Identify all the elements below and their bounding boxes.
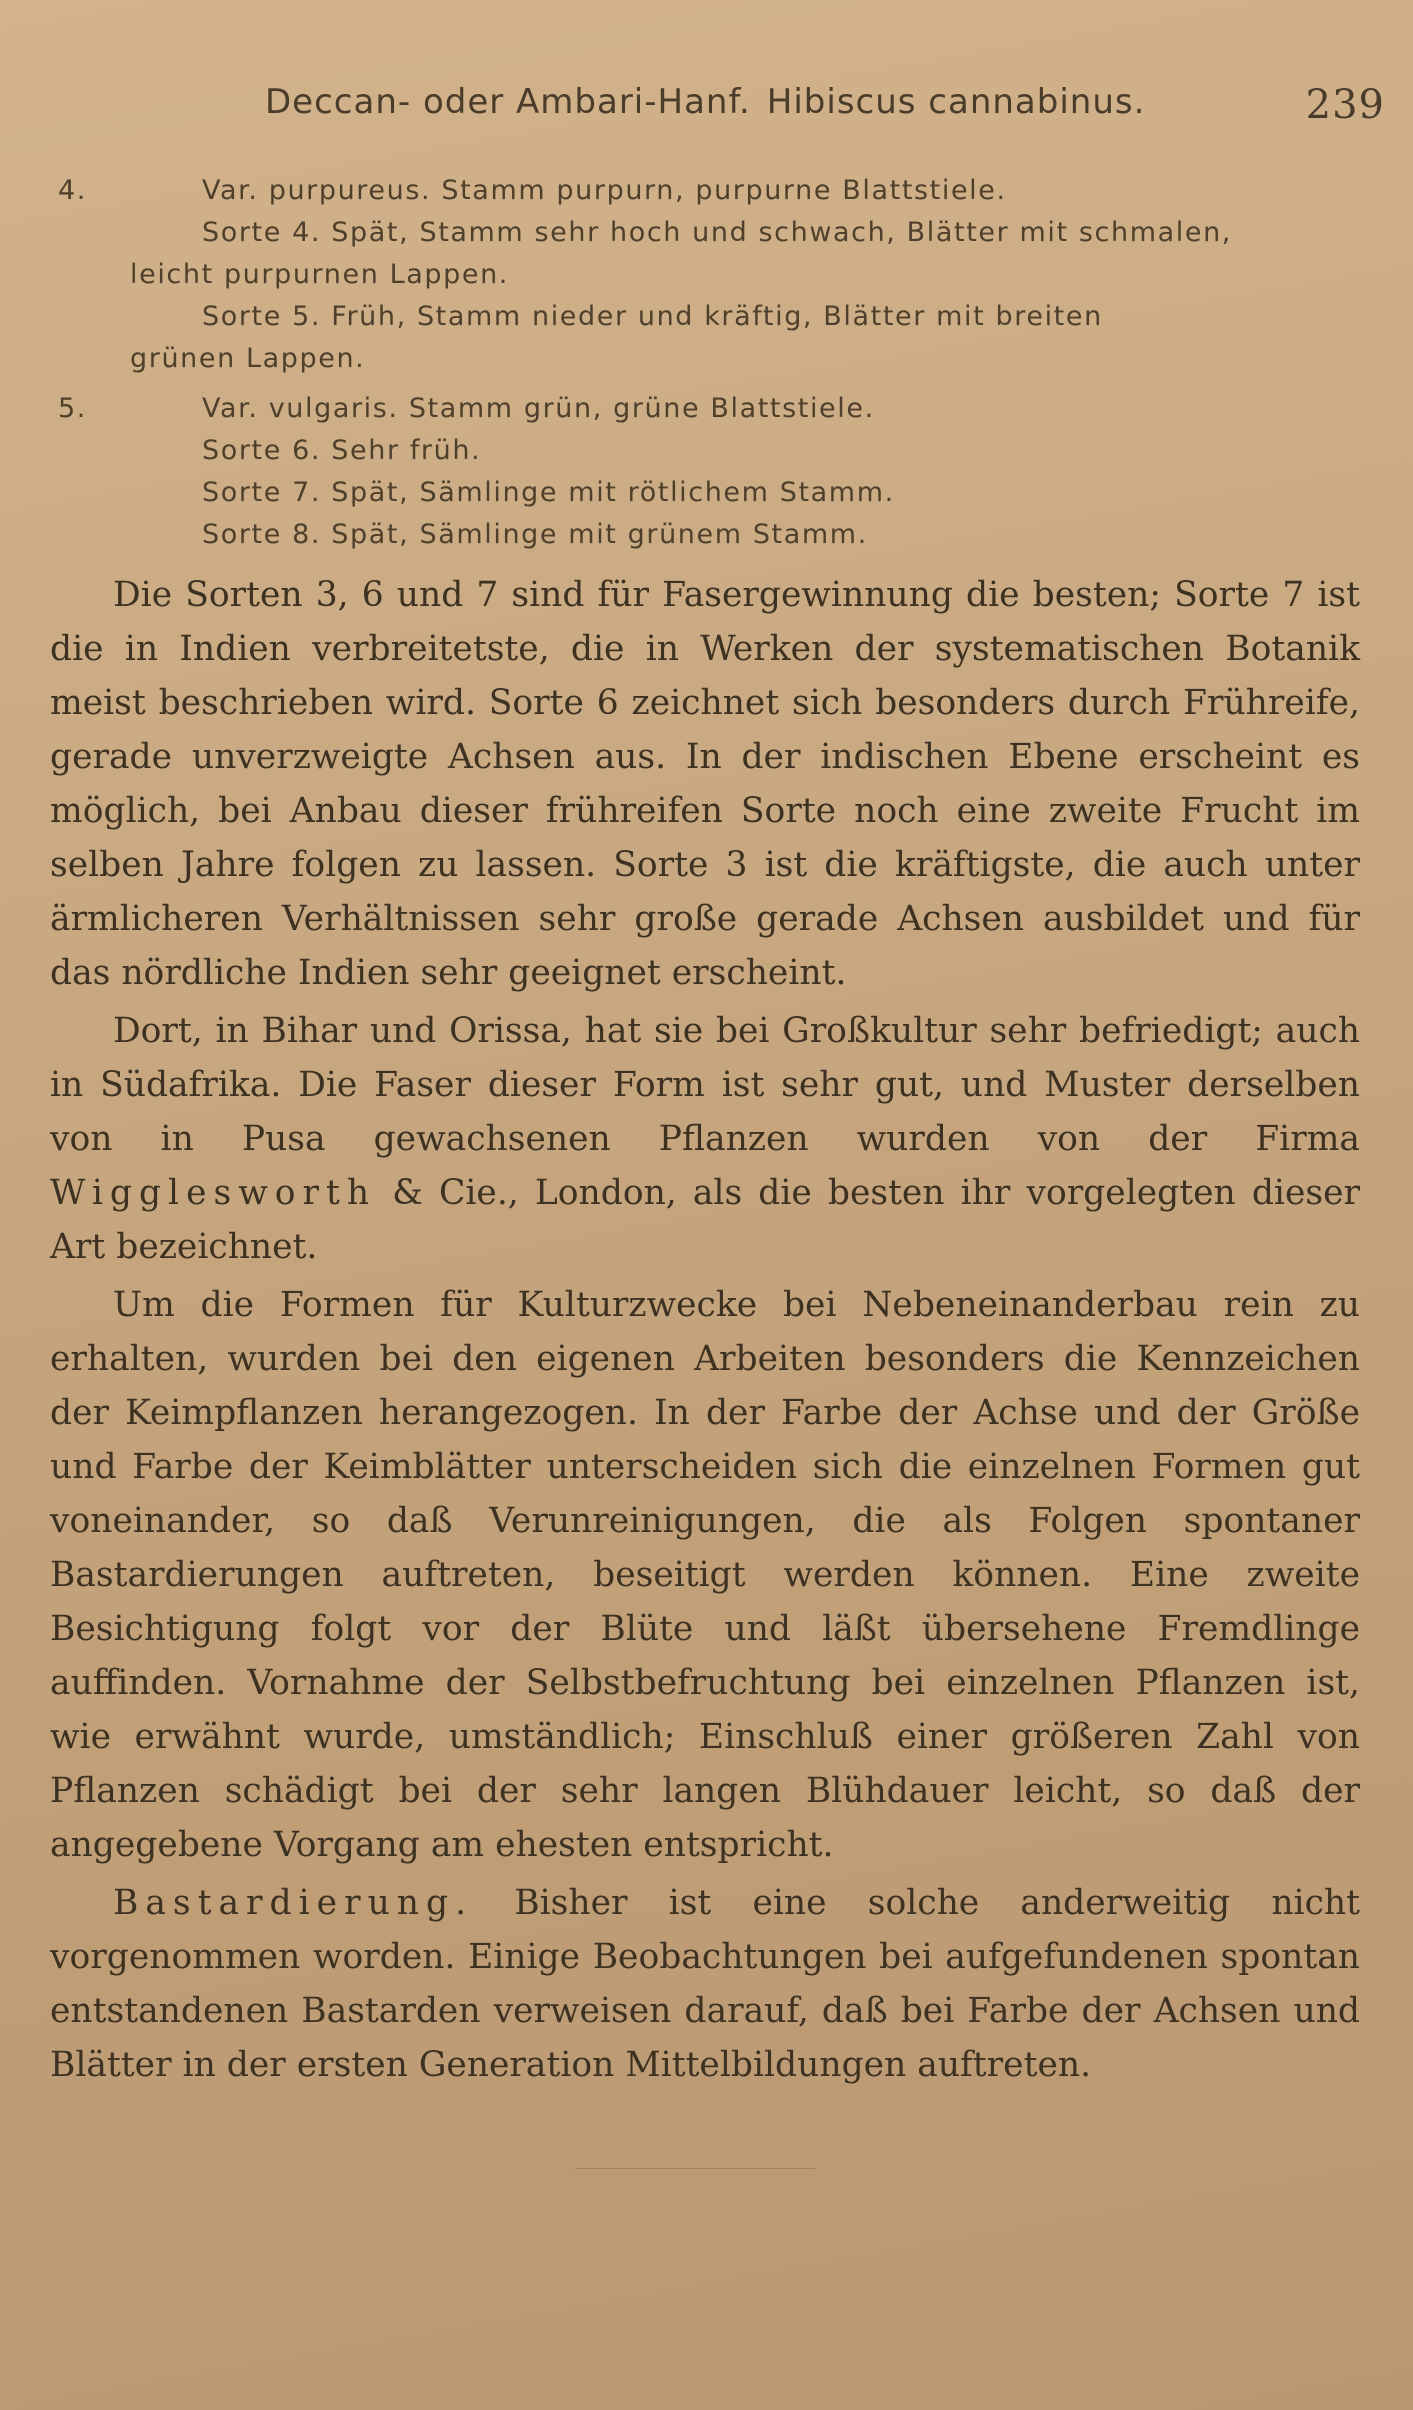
header-right-title: Hibiscus cannabinus. [766,82,1146,122]
paragraph: Bastardierung. Bisher ist eine solche anderweitig nicht vorgenommen worden. Einige Beobachtungen bei aufgefundenen spontan entstandenen Bastarden verweisen darauf, daß bei Farbe der Achsen und Blätter in der ersten Generation Mittelbildungen auftreten. [50,1883,1360,2085]
sort-line: Sorte 6. Sehr früh. [202,435,482,466]
sort-line: Sorte 4. Spät, Stamm sehr hoch und schwach, Blätter mit schmalen, [202,217,1232,248]
running-header [265,82,1385,138]
sort-line: Sorte 8. Spät, Sämlinge mit grünem Stamm. [202,519,868,550]
page-number: 239 [1305,82,1385,128]
section-lead: Bastardierung. [113,1883,474,1923]
paragraph: Um die Formen für Kulturzwecke bei Nebeneinanderbau rein zu erhalten, wurden bei den eigenen Arbeiten besonders die Kennzeichen der Keimpflanzen herangezogen. In der Farbe der Achse und der Größe und Farbe der Keimblätter unterscheiden sich die einzelnen Formen gut voneinander, so daß Verunreinigungen, die als Folgen spontaner Bastardierungen auftreten, beseitigt werden können. Eine zweite Besichtigung folgt vor der Blüte und läßt übersehene Fremdlinge auffinden. Vornahme der Selbstbefruchtung bei einzelnen Pflanzen ist, wie erwähnt wurde, umständlich; Einschluß einer größeren Zahl von Pflanzen schädigt bei der sehr langen Blühdauer leicht, so daß der angegebene Vorgang am ehesten entspricht. [50,1285,1360,1865]
divider [575,2168,815,2169]
header-left-title: Deccan- oder Ambari-Hanf. [265,82,751,122]
spaced-name: Wigglesworth [50,1173,377,1213]
paragraph: Dort, in Bihar und Orissa, hat sie bei Großkultur sehr befriedigt; auch in Südafrika. Die Faser dieser Form ist sehr gut, und Muster derselben von in Pusa gewachsenen Pflanzen wurden von der Firma Wigglesworth & Cie., London, als die besten ihr vorgelegten dieser Art bezeichnet. [50,1011,1360,1267]
sort-line: Sorte 5. Früh, Stamm nieder und kräftig, Blätter mit breiten [202,301,1103,332]
variety-list [58,170,1360,556]
sort-line: grünen Lappen. [130,343,366,374]
body-text [50,568,1360,2092]
paragraph: Die Sorten 3, 6 und 7 sind für Fasergewinnung die besten; Sorte 7 ist die in Indien verbreitetste, die in Werken der systematischen Botanik meist beschrieben wird. Sorte 6 zeichnet sich besonders durch Frühreife, gerade unverzweigte Achsen aus. In der indischen Ebene erscheint es möglich, bei Anbau dieser frühreifen Sorte noch eine zweite Frucht im selben Jahre folgen zu lassen. Sorte 3 ist die kräftigste, die auch unter ärmlicheren Verhältnissen sehr große gerade Achsen ausbildet und für das nördliche Indien sehr geeignet erscheint. [50,575,1360,993]
sort-line: Sorte 7. Spät, Sämlinge mit rötlichem Stamm. [202,477,895,508]
sort-line: leicht purpurnen Lappen. [130,259,509,290]
variety-heading: 4. Var. purpureus. Stamm purpurn, purpurne Blattstiele. [58,175,1007,206]
variety-heading: 5. Var. vulgaris. Stamm grün, grüne Blattstiele. [58,393,875,424]
